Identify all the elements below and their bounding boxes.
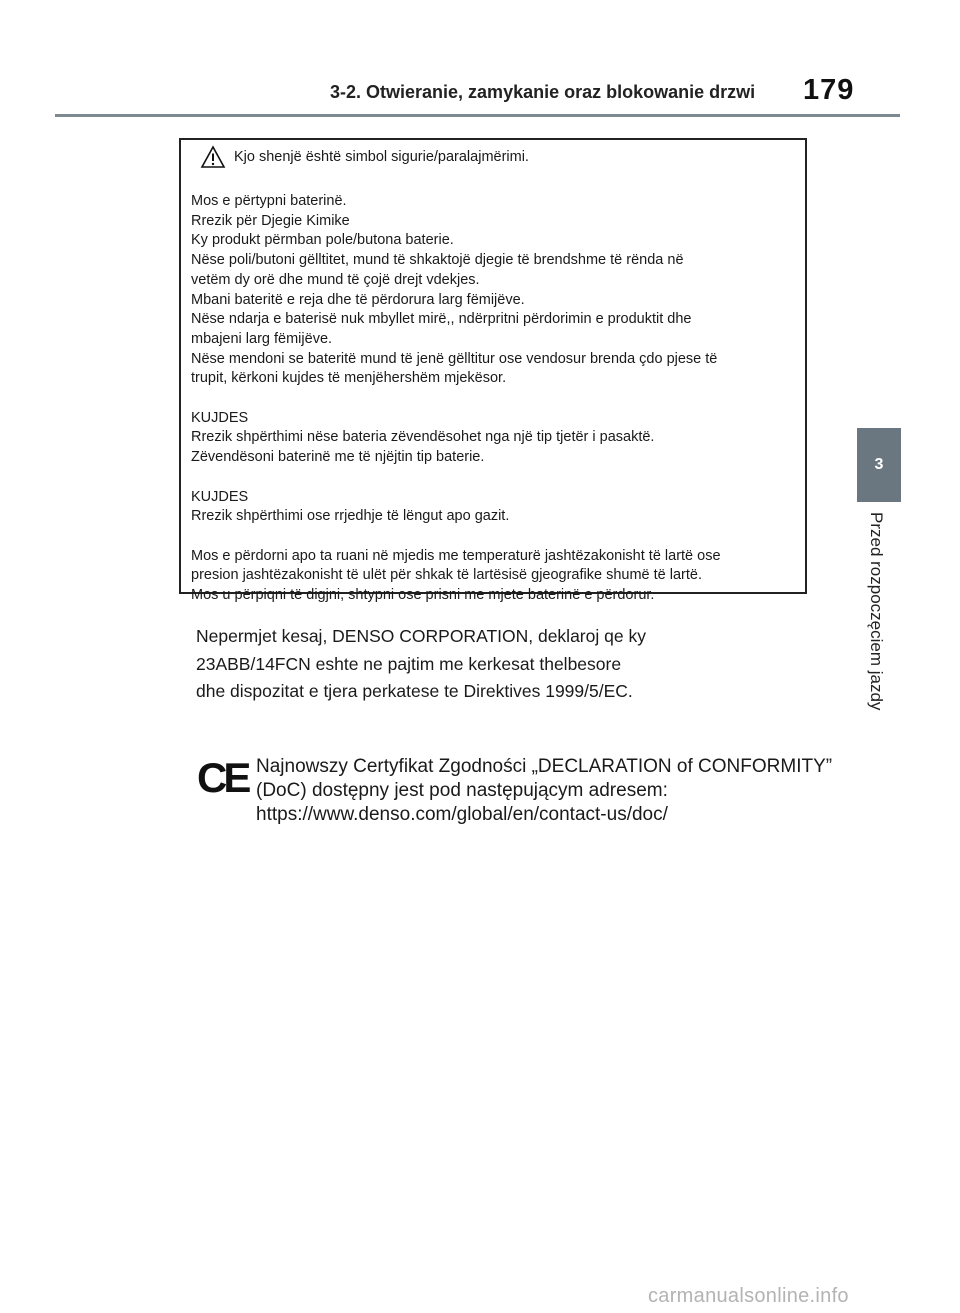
warning-line: KUJDES bbox=[191, 409, 249, 426]
warning-heading bbox=[200, 145, 529, 169]
warning-line: presion jashtëzakonisht të ulët për shkak të lartësisë gjeografike shumë të lartë. bbox=[191, 567, 702, 584]
warning-spacer bbox=[191, 527, 801, 547]
warning-line: Rrezik shpërthimi nëse bateria zëvendësohet nga një tip tjetër i pasaktë. bbox=[191, 429, 655, 446]
warning-line: Rrezik për Djegie Kimike bbox=[191, 212, 350, 229]
warning-line: Nëse mendoni se bateritë mund të jenë gëlltitur ose vendosur brenda çdo pjese të bbox=[191, 350, 718, 367]
declaration-line: dhe dispozitat e tjera perkatese te Direktives 1999/5/EC. bbox=[196, 681, 633, 701]
warning-spacer bbox=[191, 389, 801, 409]
header-divider bbox=[55, 114, 900, 117]
page-header-title: 3-2. Otwieranie, zamykanie oraz blokowanie drzwi bbox=[330, 82, 756, 102]
warning-line: Mos e përtypni baterinë. bbox=[191, 193, 347, 209]
warning-line: mbajeni larg fëmijëve. bbox=[191, 330, 333, 347]
warning-line: Ky produkt përmban pole/butona baterie. bbox=[191, 232, 454, 249]
conformity-notice bbox=[256, 755, 856, 827]
warning-line: Mos e përdorni apo ta ruani në mjedis me temperaturë jashtëzakonisht të lartë ose bbox=[191, 547, 721, 564]
warning-line: trupit, kërkoni kujdes të menjëhershëm mjekësor. bbox=[191, 370, 507, 387]
warning-triangle-icon bbox=[200, 145, 226, 169]
declaration-line: 23ABB/14FCN eshte ne pajtim me kerkesat thelbesore bbox=[196, 653, 622, 674]
warning-heading-text: Kjo shenjë është simbol sigurie/paralajmërimi. bbox=[234, 149, 529, 165]
chapter-tab-number: 3 bbox=[874, 456, 884, 473]
page-number: 179 bbox=[803, 74, 855, 106]
declaration-text bbox=[196, 623, 756, 706]
chapter-tab-label: Przed rozpoczęciem jazdy bbox=[867, 512, 886, 711]
conformity-line: Najnowszy Certyfikat Zgodności „DECLARATION of CONFORMITY” bbox=[256, 756, 833, 777]
chapter-tab[interactable] bbox=[857, 428, 901, 502]
declaration-line: Nepermjet kesaj, DENSO CORPORATION, deklaroj qe ky bbox=[196, 626, 646, 646]
conformity-url[interactable]: https://www.denso.com/global/en/contact-us/doc/ bbox=[256, 804, 668, 825]
warning-line: Mos u përpiqni të digjni, shtypni ose prisni me mjete baterinë e përdorur. bbox=[191, 587, 655, 604]
warning-line: vetëm dy orë dhe mund të çojë drejt vdekjes. bbox=[191, 271, 480, 288]
conformity-line: (DoC) dostępny jest pod następującym adresem: bbox=[256, 780, 668, 801]
site-watermark: carmanualsonline.info bbox=[648, 1285, 849, 1307]
warning-line: Mbani bateritë e reja dhe të përdorura larg fëmijëve. bbox=[191, 291, 525, 308]
warning-text bbox=[191, 192, 801, 606]
ce-mark-logo: CE bbox=[197, 754, 248, 801]
warning-line: Nëse poli/butoni gëlltitet, mund të shkaktojë djegie të brendshme të rënda në bbox=[191, 252, 684, 269]
warning-line: KUJDES bbox=[191, 488, 249, 505]
warning-line: Zëvendësoni baterinë me të njëjtin tip baterie. bbox=[191, 449, 485, 466]
warning-line: Nëse ndarja e baterisë nuk mbyllet mirë,, ndërpritni përdorimin e produktit dhe bbox=[191, 311, 692, 328]
warning-line: Rrezik shpërthimi ose rrjedhje të lëngut apo gazit. bbox=[191, 508, 510, 525]
warning-spacer bbox=[191, 468, 801, 488]
